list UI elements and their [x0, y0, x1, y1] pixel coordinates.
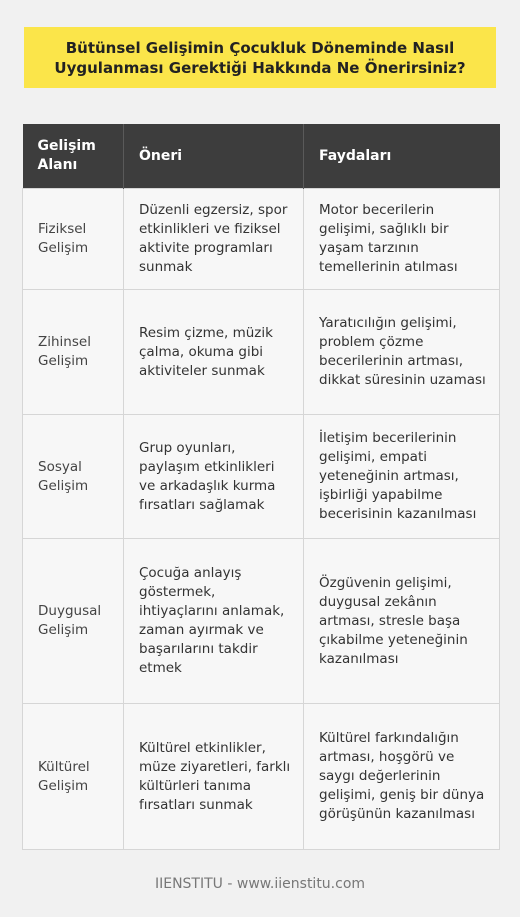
- cell-suggestion: Kültürel etkinlikler, müze ziyaretleri, farklı kültürleri tanıma fırsatları sunmak: [124, 704, 304, 850]
- table-header-row: [23, 124, 500, 189]
- cell-benefits: Özgüvenin gelişimi, duygusal zekânın artması, stresle başa çıkabilme yeteneğinin kazanılması: [304, 539, 500, 704]
- cell-benefits: İletişim becerilerinin gelişimi, empati yeteneğinin artması, işbirliği yapabilme becerisinin kazanılması: [304, 415, 500, 539]
- header-area: Gelişim Alanı: [23, 124, 124, 189]
- cell-area: Zihinsel Gelişim: [23, 290, 124, 415]
- header-suggestion: Öneri: [124, 124, 304, 189]
- cell-area: Sosyal Gelişim: [23, 415, 124, 539]
- cell-suggestion: Grup oyunları, paylaşım etkinlikleri ve arkadaşlık kurma fırsatları sağlamak: [124, 415, 304, 539]
- footer-credit: IIENSTITU - www.iienstitu.com: [154, 876, 366, 892]
- table-row: [23, 189, 500, 290]
- cell-suggestion: Çocuğa anlayış göstermek, ihtiyaçlarını anlamak, zaman ayırmak ve başarılarını takdir etmek: [124, 539, 304, 704]
- cell-benefits: Kültürel farkındalığın artması, hoşgörü ve saygı değerlerinin gelişimi, geniş bir dünya görüşünün kazanılması: [304, 704, 500, 850]
- cell-area: Kültürel Gelişim: [23, 704, 124, 850]
- cell-area: Duygusal Gelişim: [23, 539, 124, 704]
- development-table: [22, 124, 500, 850]
- header-benefits: Faydaları: [304, 124, 500, 189]
- table-row: [23, 539, 500, 704]
- table-row: [23, 704, 500, 850]
- cell-benefits: Yaratıcılığın gelişimi, problem çözme becerilerinin artması, dikkat süresinin uzaması: [304, 290, 500, 415]
- cell-suggestion: Resim çizme, müzik çalma, okuma gibi aktiviteler sunmak: [124, 290, 304, 415]
- cell-suggestion: Düzenli egzersiz, spor etkinlikleri ve fiziksel aktivite programları sunmak: [124, 189, 304, 290]
- table-row: [23, 290, 500, 415]
- cell-benefits: Motor becerilerin gelişimi, sağlıklı bir yaşam tarzının temellerinin atılması: [304, 189, 500, 290]
- cell-area: Fiziksel Gelişim: [23, 189, 124, 290]
- page-title: Bütünsel Gelişimin Çocukluk Döneminde Nasıl Uygulanması Gerektiği Hakkında Ne Önerirsiniz?: [24, 27, 496, 88]
- table-row: [23, 415, 500, 539]
